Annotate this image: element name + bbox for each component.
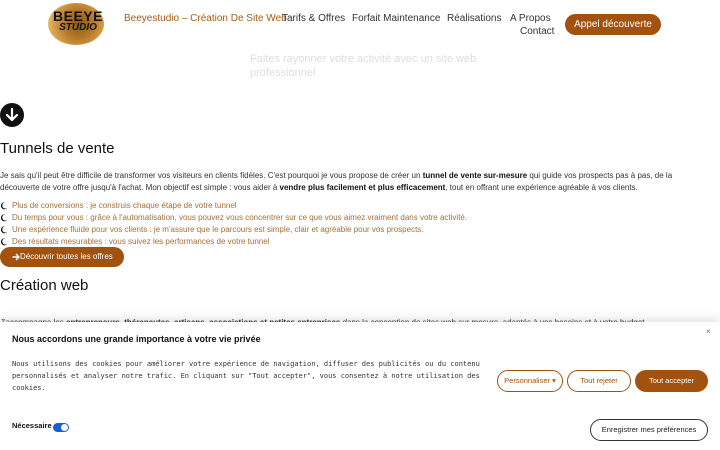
scroll-down-icon[interactable]	[0, 103, 24, 127]
cookie-description: Nous utilisons des cookies pour améliorer votre expérience de navigation, diffuser des publicités ou du contenu personnalisés et analyser notre trafic. En cliquant sur "Tout accepter", vous consentez à notre utilisation des cookies.	[12, 360, 480, 392]
list-item: Plus de conversions : je construis chaque étape de votre tunnel	[0, 200, 712, 212]
discovery-call-button[interactable]: Appel découverte	[565, 14, 661, 35]
necessary-label: Nécessaire	[12, 421, 52, 430]
nav-item-portfolio[interactable]: Réalisations	[447, 13, 502, 24]
accept-all-button[interactable]: Tout accepter	[635, 370, 708, 392]
close-icon[interactable]: ×	[706, 327, 711, 336]
nav-item-maintenance[interactable]: Forfait Maintenance	[352, 13, 441, 24]
moon-icon	[0, 226, 8, 234]
site-header	[0, 0, 720, 48]
funnel-section-title: Tunnels de vente	[0, 140, 115, 157]
offers-button-label: Découvrir toutes les offres	[20, 252, 113, 261]
moon-icon	[0, 202, 8, 210]
caret-down-icon: ▾	[552, 376, 556, 385]
logo-line-1: BEEYE	[53, 8, 103, 24]
customize-label: Personnaliser	[504, 376, 550, 385]
reject-all-button[interactable]: Tout rejeter	[567, 370, 631, 392]
necessary-toggle[interactable]	[53, 423, 69, 432]
cookie-title: Nous accordons une grande importance à votre vie privée	[12, 334, 261, 344]
funnel-benefits-list	[0, 200, 712, 248]
save-preferences-button[interactable]: Enregistrer mes préférences	[590, 419, 708, 441]
logo-line-2: STUDIO	[59, 22, 97, 33]
list-item: Une expérience fluide pour vos clients : je m'assure que le parcours est simple, clair et agréable pour vos prospects.	[0, 224, 712, 236]
nav-item-about[interactable]: A Propos	[510, 13, 551, 24]
list-item: Du temps pour vous : grâce à l'automatisation, vous pouvez vous concentrer sur ce que vous aimez vraiment dans votre activité.	[0, 212, 712, 224]
logo-text	[50, 10, 106, 34]
cookie-consent-banner	[0, 322, 720, 450]
discover-offers-button[interactable]	[0, 247, 124, 267]
moon-icon	[0, 214, 8, 222]
nav-item-contact[interactable]: Contact	[520, 26, 555, 37]
nav-item-pricing[interactable]: Tarifs & Offres	[282, 13, 346, 24]
customize-button[interactable]	[497, 370, 563, 392]
web-section-title: Création web	[0, 277, 89, 294]
funnel-intro: Je sais qu'il peut être difficile de transformer vos visiteurs en clients fidèles. C'est pourquoi je vous propose de créer un tunnel de vente sur-mesure qui guide vos prospects pas à pas, de la découverte de votre offre jusqu'à l'achat. Mon objectif est simple : vous aider à vendre plus facilement et plus efficacement, tout en offrant une expérience agréable à vos clients.	[0, 171, 673, 192]
nav-item-home[interactable]: Beeyestudio – Création De Site Web	[124, 13, 287, 24]
moon-icon	[0, 238, 8, 246]
hero-tagline: Faites rayonner votre activité avec un site web professionnel	[250, 53, 477, 79]
arrow-right-icon	[12, 253, 20, 261]
list-item: Des résultats mesurables : vous suivez les performances de votre tunnel	[0, 236, 712, 248]
